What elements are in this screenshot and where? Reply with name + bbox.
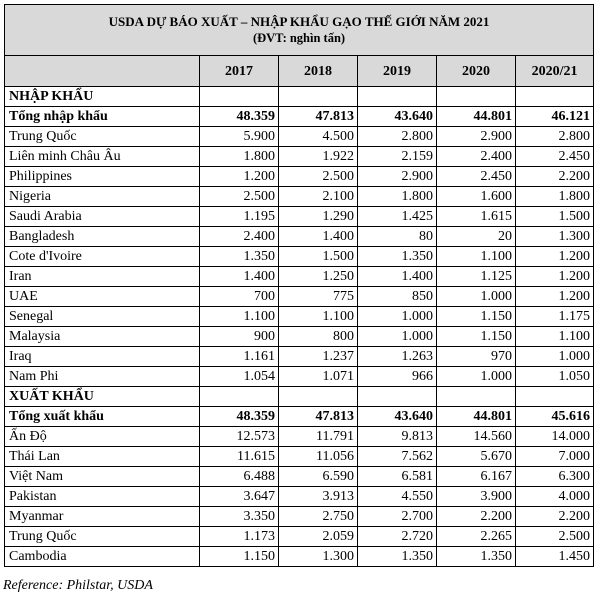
value-cell: 2.159 [358,147,437,167]
section-label: NHẬP KHẨU [5,87,200,107]
value-cell: 2.450 [437,167,516,187]
value-cell: 1.400 [200,267,279,287]
value-cell: 2.800 [358,127,437,147]
table-title: USDA DỰ BÁO XUẤT – NHẬP KHẨU GẠO THẾ GIỚI NĂM 2021 [108,14,490,29]
year-header-row [5,56,594,87]
table-row [5,487,594,507]
table-row [5,267,594,287]
value-cell: 1.100 [200,307,279,327]
value-cell: 850 [358,287,437,307]
country-name: Pakistan [5,487,200,507]
value-cell: 1.290 [279,207,358,227]
value-cell: 800 [279,327,358,347]
value-cell: 2.700 [358,507,437,527]
value-cell: 1.000 [437,367,516,387]
value-cell: 2.450 [516,147,594,167]
value-cell: 7.000 [516,447,594,467]
value-cell: 5.670 [437,447,516,467]
value-cell: 1.300 [279,547,358,567]
export-section-header [5,387,594,407]
value-cell: 1.800 [358,187,437,207]
value-cell: 1.125 [437,267,516,287]
country-name: Thái Lan [5,447,200,467]
value-cell: 1.200 [200,167,279,187]
value-cell: 775 [279,287,358,307]
country-name: UAE [5,287,200,307]
country-name: Trung Quốc [5,127,200,147]
value-cell: 3.900 [437,487,516,507]
country-name: Nigeria [5,187,200,207]
title-row [5,5,594,56]
table-row [5,527,594,547]
table-row [5,347,594,367]
empty-cell [437,387,516,407]
value-cell: 1.195 [200,207,279,227]
value-cell: 48.359 [200,107,279,127]
value-cell: 1.450 [516,547,594,567]
value-cell: 1.600 [437,187,516,207]
table-row [5,187,594,207]
year-header: 2020 [437,56,516,87]
value-cell: 6.590 [279,467,358,487]
empty-cell [200,87,279,107]
empty-cell [358,87,437,107]
value-cell: 1.150 [437,307,516,327]
value-cell: 48.359 [200,407,279,427]
value-cell: 14.000 [516,427,594,447]
value-cell: 4.500 [279,127,358,147]
table-row [5,447,594,467]
table-row [5,507,594,527]
value-cell: 2.720 [358,527,437,547]
value-cell: 2.200 [516,507,594,527]
rice-trade-table [4,4,594,567]
import-total-row [5,107,594,127]
value-cell: 1.050 [516,367,594,387]
table-row [5,427,594,447]
value-cell: 1.800 [200,147,279,167]
table-row [5,307,594,327]
value-cell: 1.500 [279,247,358,267]
year-header: 2020/21 [516,56,594,87]
value-cell: 9.813 [358,427,437,447]
value-cell: 6.167 [437,467,516,487]
country-name: Trung Quốc [5,527,200,547]
country-name: Ấn Độ [5,427,200,447]
empty-cell [516,387,594,407]
value-cell: 2.900 [437,127,516,147]
country-name: Nam Phi [5,367,200,387]
value-cell: 20 [437,227,516,247]
value-cell: 3.913 [279,487,358,507]
value-cell: 11.056 [279,447,358,467]
value-cell: 2.500 [516,527,594,547]
empty-cell [279,87,358,107]
value-cell: 7.562 [358,447,437,467]
value-cell: 4.000 [516,487,594,507]
value-cell: 1.175 [516,307,594,327]
value-cell: 2.059 [279,527,358,547]
table-row [5,367,594,387]
value-cell: 43.640 [358,107,437,127]
value-cell: 11.791 [279,427,358,447]
country-name: Myanmar [5,507,200,527]
value-cell: 45.616 [516,407,594,427]
value-cell: 1.500 [516,207,594,227]
value-cell: 3.647 [200,487,279,507]
table-row [5,207,594,227]
value-cell: 1.300 [516,227,594,247]
country-name: Cote d'Ivoire [5,247,200,267]
value-cell: 2.100 [279,187,358,207]
table-row [5,287,594,307]
reference-note: Reference: Philstar, USDA [3,578,153,593]
value-cell: 47.813 [279,407,358,427]
value-cell: 2.900 [358,167,437,187]
value-cell: 11.615 [200,447,279,467]
value-cell: 1.350 [437,547,516,567]
year-header: 2019 [358,56,437,87]
value-cell: 1.100 [279,307,358,327]
country-name: Senegal [5,307,200,327]
year-header: 2017 [200,56,279,87]
empty-cell [516,87,594,107]
value-cell: 6.488 [200,467,279,487]
value-cell: 1.150 [437,327,516,347]
value-cell: 4.550 [358,487,437,507]
country-name: Việt Nam [5,467,200,487]
value-cell: 1.237 [279,347,358,367]
value-cell: 1.425 [358,207,437,227]
year-header-blank [5,56,200,87]
year-header: 2018 [279,56,358,87]
value-cell: 1.263 [358,347,437,367]
value-cell: 1.400 [358,267,437,287]
value-cell: 1.071 [279,367,358,387]
value-cell: 12.573 [200,427,279,447]
value-cell: 1.000 [358,327,437,347]
empty-cell [358,387,437,407]
table-row [5,167,594,187]
value-cell: 1.615 [437,207,516,227]
table-unit: (ĐVT: nghìn tấn) [252,31,346,45]
export-total-row [5,407,594,427]
value-cell: 970 [437,347,516,367]
value-cell: 2.265 [437,527,516,547]
value-cell: 1.800 [516,187,594,207]
value-cell: 2.500 [279,167,358,187]
country-name: Iran [5,267,200,287]
country-name: Philippines [5,167,200,187]
value-cell: 700 [200,287,279,307]
table-row [5,467,594,487]
value-cell: 2.500 [200,187,279,207]
value-cell: 80 [358,227,437,247]
table-title-cell [5,5,594,56]
empty-cell [200,387,279,407]
value-cell: 900 [200,327,279,347]
value-cell: 1.100 [437,247,516,267]
value-cell: 5.900 [200,127,279,147]
value-cell: 2.400 [437,147,516,167]
value-cell: 2.200 [516,167,594,187]
value-cell: 1.054 [200,367,279,387]
country-name: Malaysia [5,327,200,347]
value-cell: 2.750 [279,507,358,527]
value-cell: 6.300 [516,467,594,487]
value-cell: 1.200 [516,267,594,287]
value-cell: 1.000 [358,307,437,327]
value-cell: 1.000 [437,287,516,307]
value-cell: 6.581 [358,467,437,487]
country-name: Iraq [5,347,200,367]
value-cell: 14.560 [437,427,516,447]
empty-cell [437,87,516,107]
section-label: XUẤT KHẨU [5,387,200,407]
value-cell: 2.200 [437,507,516,527]
country-name: Bangladesh [5,227,200,247]
value-cell: 1.173 [200,527,279,547]
value-cell: 47.813 [279,107,358,127]
table-row [5,247,594,267]
value-cell: 3.350 [200,507,279,527]
country-name: Liên minh Châu Âu [5,147,200,167]
value-cell: 1.200 [516,287,594,307]
empty-cell [279,387,358,407]
value-cell: 1.100 [516,327,594,347]
value-cell: 2.400 [200,227,279,247]
country-name: Tổng xuất khẩu [5,407,200,427]
table-row [5,147,594,167]
country-name: Cambodia [5,547,200,567]
value-cell: 1.400 [279,227,358,247]
table-row [5,227,594,247]
value-cell: 44.801 [437,407,516,427]
value-cell: 1.350 [358,547,437,567]
country-name: Saudi Arabia [5,207,200,227]
value-cell: 1.200 [516,247,594,267]
value-cell: 1.150 [200,547,279,567]
country-name: Tổng nhập khẩu [5,107,200,127]
table-row [5,547,594,567]
value-cell: 43.640 [358,407,437,427]
value-cell: 1.161 [200,347,279,367]
value-cell: 966 [358,367,437,387]
table-row [5,127,594,147]
import-section-header [5,87,594,107]
value-cell: 1.000 [516,347,594,367]
value-cell: 1.350 [200,247,279,267]
value-cell: 1.250 [279,267,358,287]
table-row [5,327,594,347]
value-cell: 46.121 [516,107,594,127]
value-cell: 1.350 [358,247,437,267]
value-cell: 1.922 [279,147,358,167]
value-cell: 2.800 [516,127,594,147]
value-cell: 44.801 [437,107,516,127]
